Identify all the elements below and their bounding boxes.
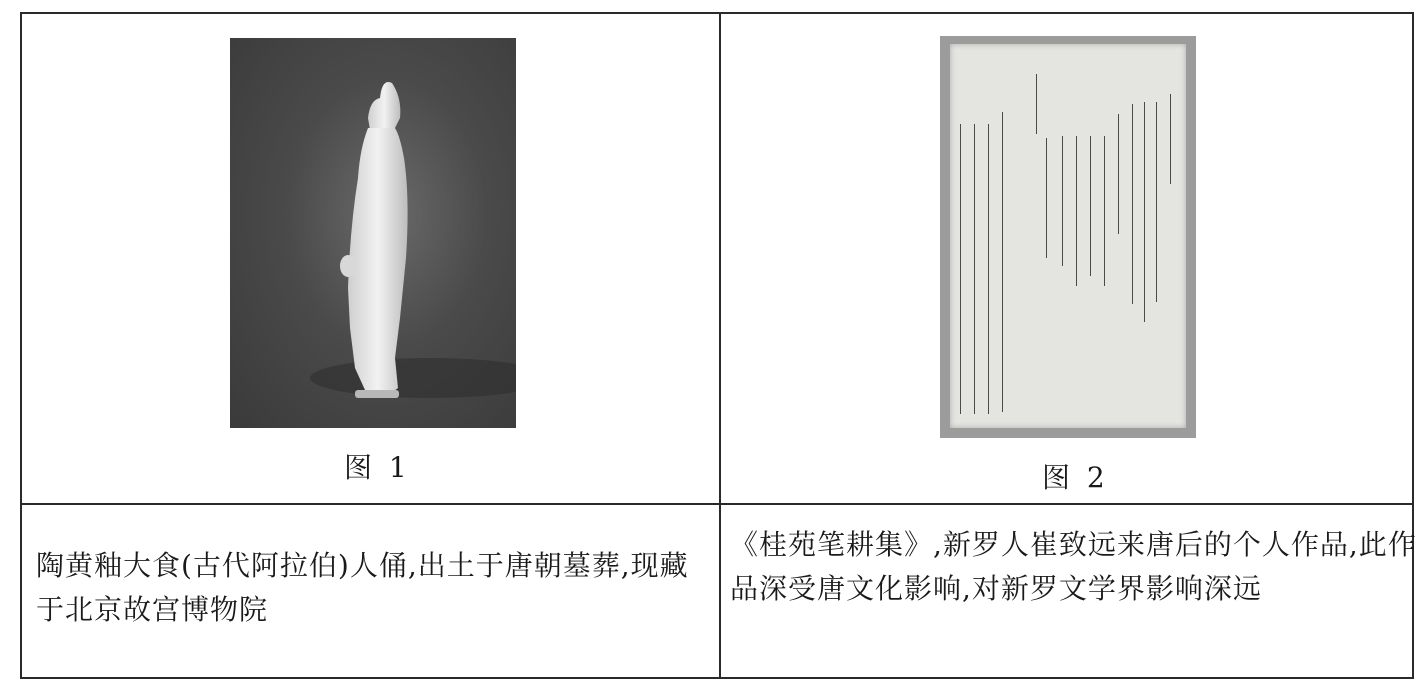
book-page (950, 44, 1186, 428)
figure-1-description: 陶黄釉大食(古代阿拉伯)人俑,出土于唐朝墓葬,现藏于北京故宫博物院 (36, 549, 689, 626)
figure-2-description: 《桂苑笔耕集》,新罗人崔致远来唐后的个人作品,此作品深受唐文化影响,对新罗文学界影响深远 (730, 528, 1417, 605)
book-page-photo (940, 36, 1196, 438)
comparison-table (20, 12, 1417, 679)
figurine-photo (230, 38, 516, 428)
figure-1-caption: 图 1 (344, 451, 411, 484)
figure-2-caption: 图 2 (1042, 461, 1109, 494)
row-divider (22, 503, 1412, 505)
column-divider (719, 14, 721, 677)
figurine-image (230, 38, 516, 428)
